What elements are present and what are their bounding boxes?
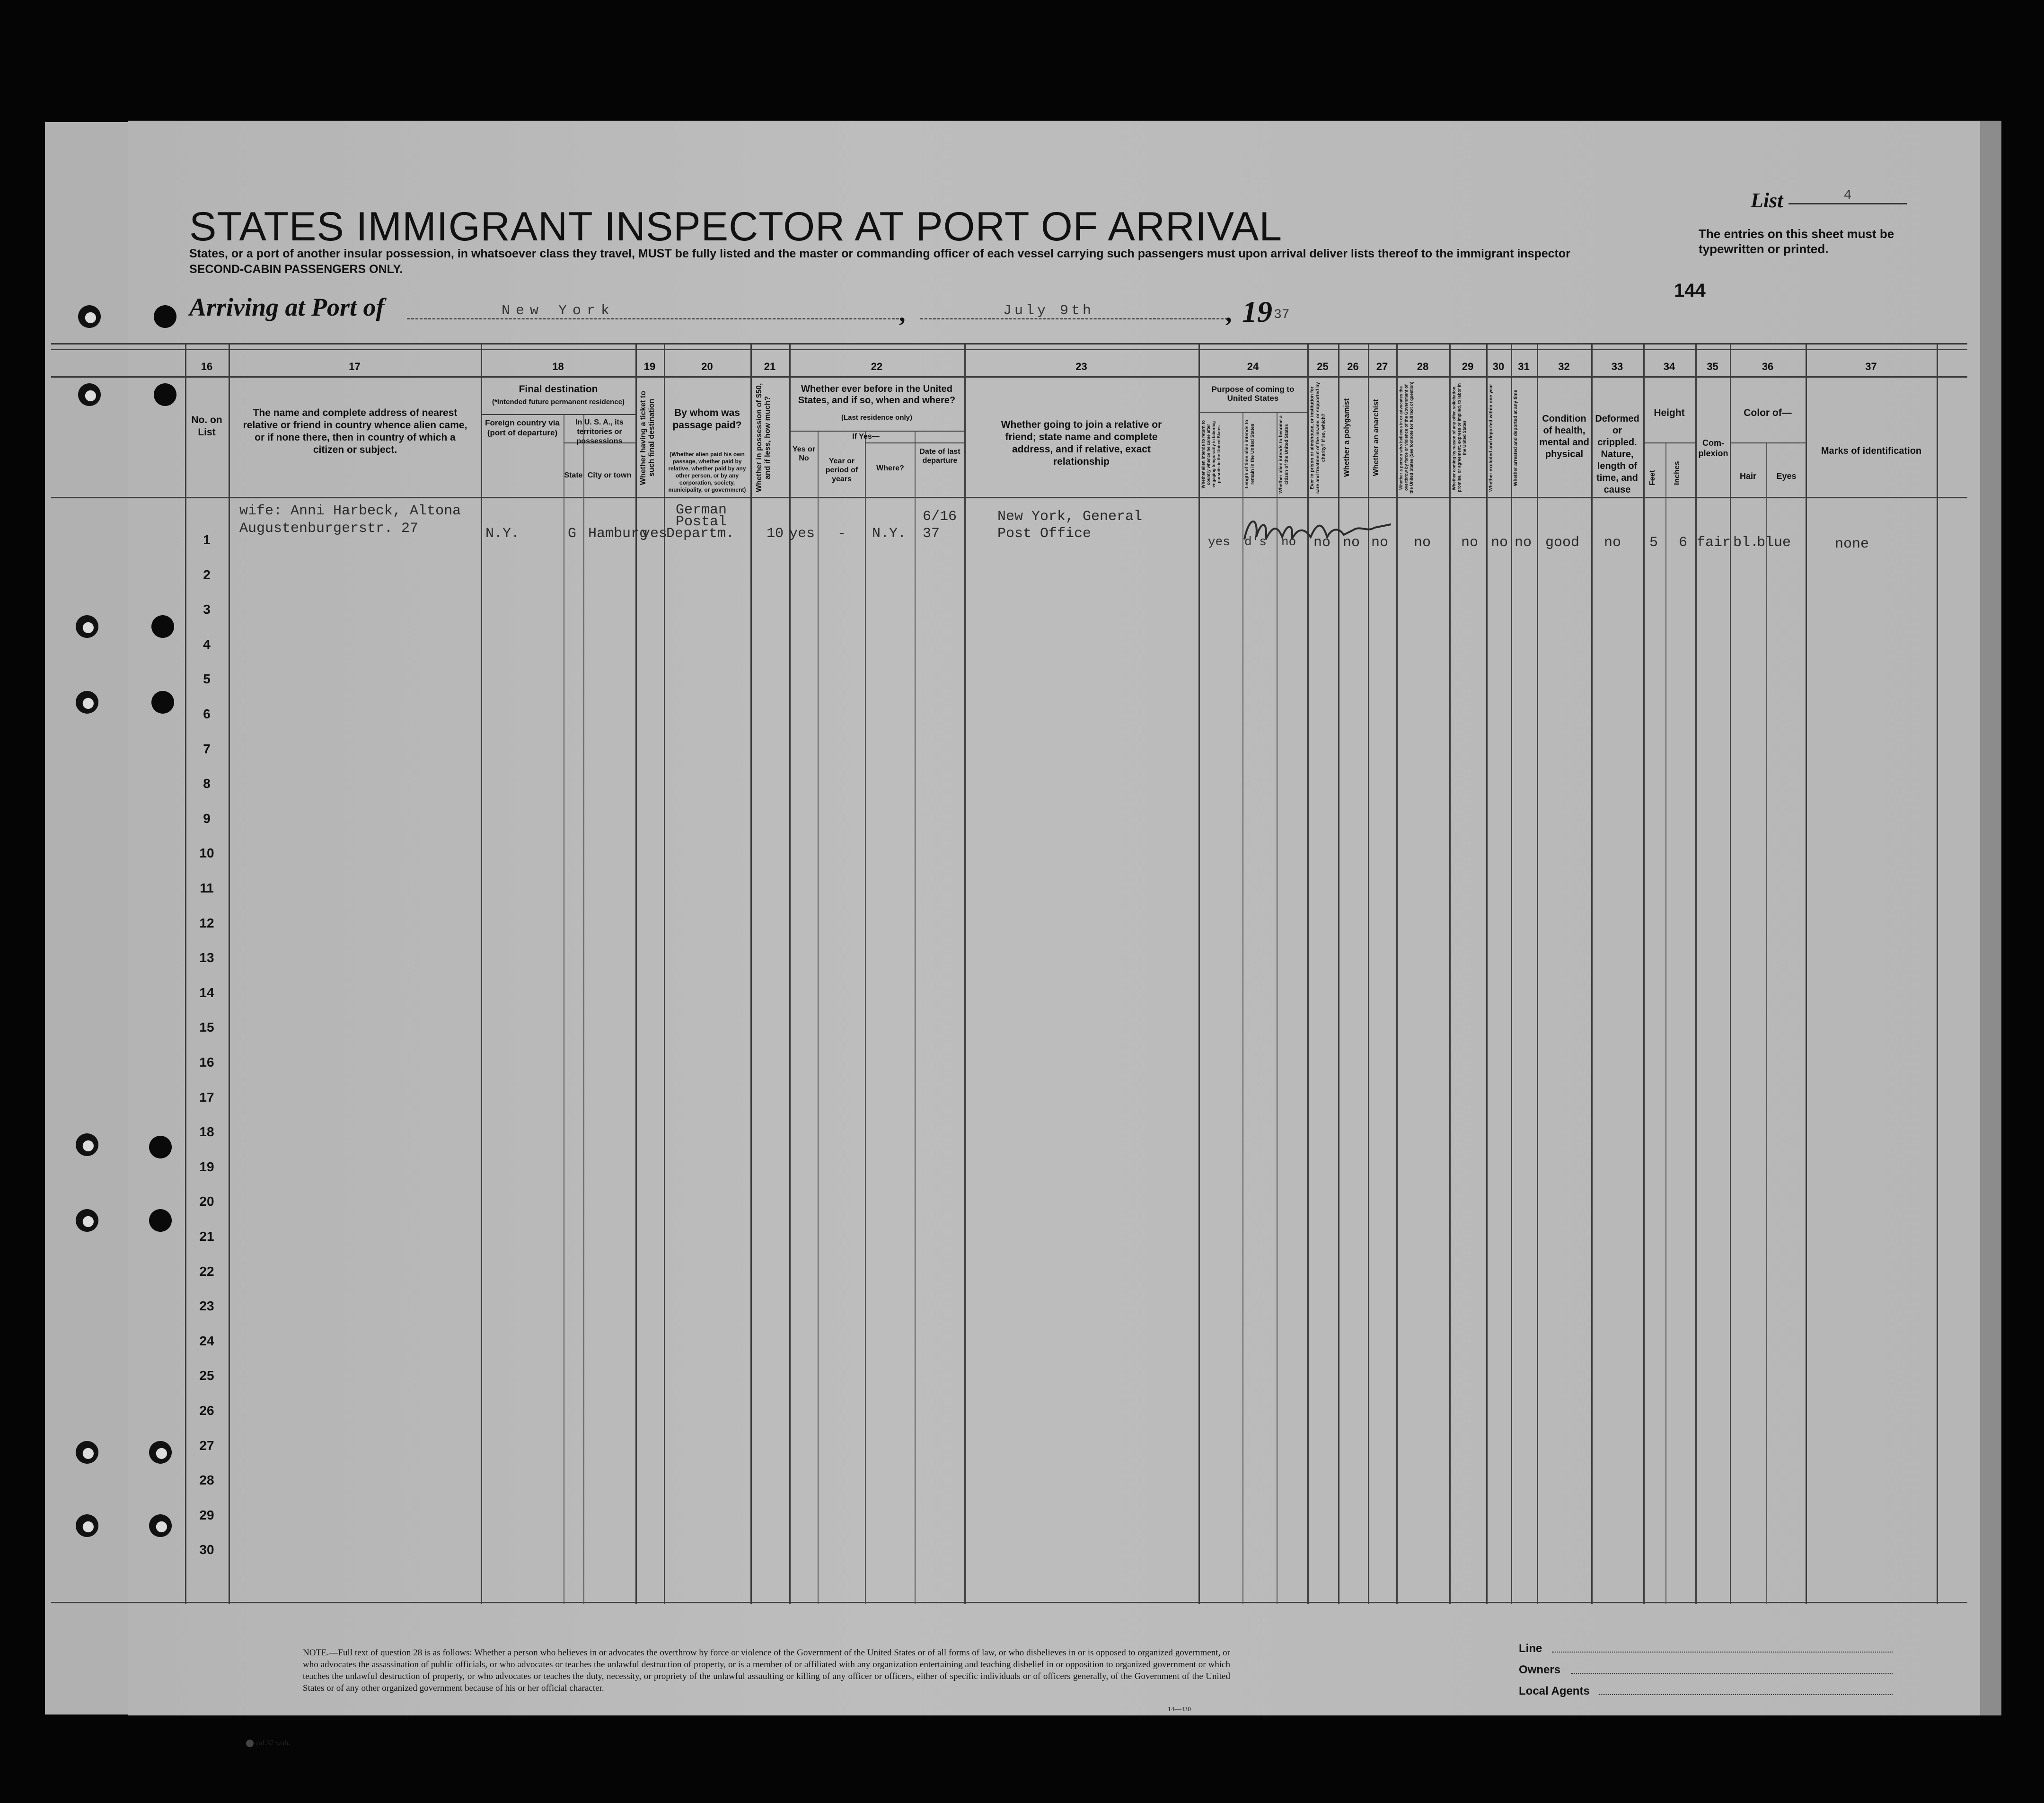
header-before-in-us: Whether ever before in the United States, and if so, when and where? [798,384,956,406]
entry-joining-line-1: New York, General [997,509,1143,525]
page-title: STATES IMMIGRANT INSPECTOR AT PORT OF ARRIVAL [189,204,1283,249]
subheader-rule [865,442,964,443]
row-number: 13 [199,950,214,965]
entry-city: Hamburg [588,526,648,542]
header-relative-address: The name and complete address of nearest relative or friend in country whence alien came, or if none there, then in country of which a citizen or subject. [243,407,467,455]
row-number: 15 [199,1020,214,1035]
entry-arrested: no [1515,535,1532,551]
entry-overthrow: no [1414,535,1431,551]
footer-line-label: Line [1519,1642,1542,1655]
comma: , [899,299,906,327]
column-rule [229,343,230,1604]
row-number: 7 [203,741,211,756]
column-number: 32 [1558,361,1570,372]
sheet-edge [1980,121,2001,1715]
column-rule [1695,343,1697,1604]
header-inches: Inches [1673,461,1681,486]
row-number: 11 [200,881,214,895]
header-money: Whether in possession of $50, and if less, how much? [755,383,772,493]
column-rule [1806,343,1807,1604]
row-number: 20 [199,1194,214,1209]
row-number: 30 [199,1542,214,1557]
manifest-table [51,343,1967,1604]
form-number: 14—430 [1168,1706,1191,1713]
entry-purpose-c: no [1281,535,1296,549]
header-in-usa: In U. S. A., its territories or possessions [575,418,624,445]
entry-ticket: yes [642,526,668,542]
left-page-edge [0,0,45,1803]
header-marks: Marks of identification [1821,446,1922,456]
entry-where: N.Y. [872,526,907,542]
footer-agents-rule [1599,1694,1893,1695]
header-city: City or town [587,471,632,479]
entry-purpose-b: d's [1244,535,1267,549]
header-joining: Whether going to join a relative or friend; state name and complete address, and if relative, exact relationship [1001,419,1162,467]
entry-foreign: N.Y. [485,526,520,542]
entry-purpose-a: yes [1208,535,1230,549]
row-number: 17 [199,1089,214,1105]
column-number: 26 [1347,361,1359,372]
header-final-destination: Final destination [519,384,598,395]
column-number: 22 [871,361,883,372]
entry-before: yes [789,526,815,542]
entry-paid-line-3: Departm. [666,526,735,542]
row-number: 22 [199,1264,214,1279]
header-yes-no: Yes or No [792,445,816,462]
entry-departure-line-1: 6/16 [923,509,957,525]
row-number: 25 [199,1368,214,1383]
row-number: 27 [199,1438,214,1453]
entry-anarchist: no [1371,535,1389,551]
column-rule [1730,343,1731,1604]
subheader-rule [1643,442,1695,443]
header-purpose: Purpose of coming to United States [1211,385,1295,403]
column-rule [481,343,482,1604]
column-rule [1537,343,1538,1604]
column-number: 24 [1247,361,1259,372]
entry-complexion: fair [1697,535,1731,551]
table-bottom-rule [51,1602,1967,1603]
row-number: 2 [203,567,211,582]
arriving-label: Arriving at Port of [189,293,385,321]
column-rule [1511,343,1512,1604]
subtitle-line-2: SECOND-CABIN PASSENGERS ONLY. [189,263,403,276]
row-number: 16 [199,1055,214,1069]
entry-health: good [1545,535,1580,551]
subcolumn-rule [583,414,584,1604]
header-color: Color of— [1744,407,1792,418]
subcolumn-rule [1242,412,1243,1604]
row-number: 5 [203,672,211,687]
subtitle-line-1: States, or a port of another insular possession, in whatsoever class they travel, MUST be fully listed and the master or commanding officer of each vessel carrying such passengers must upon arrival deliver lists thereof to the immigrant inspector [189,247,1570,260]
row-number: 10 [199,846,214,861]
row-number: 19 [199,1159,214,1174]
entry-polygamist: no [1343,535,1360,551]
row-number: 26 [199,1403,214,1418]
column-number: 37 [1865,361,1877,372]
header-passage-paid: By whom was passage paid? [672,407,742,431]
column-number: 34 [1663,361,1675,372]
relative-address-line-2: Augustenburgerstr. 27 [239,521,419,537]
entry-excluded: no [1491,535,1508,551]
header-if-yes: If Yes— [852,433,880,441]
entry-paid-line-2: Postal [676,514,727,530]
entry-hair: bl. [1733,535,1759,551]
row-number: 6 [203,707,211,721]
row-number: 14 [199,985,214,1000]
comma: , [1225,299,1232,327]
sheet-number: 144 [1674,280,1706,301]
table-top-rule [51,343,1967,345]
subcolumn-rule [818,431,819,1604]
header-prison: Ever in prison or almshouse, or institution for care and treatment of the insane, or supported by charity? If so, which? [1310,382,1326,494]
header-excluded: Whether excluded and deported within one year [1489,384,1494,492]
header-health: Condition of health, mental and physical [1539,414,1589,460]
header-foreign-country: Foreign country via (port of departure) [485,418,560,437]
column-rule [1937,343,1938,1604]
header-anarchist: Whether an anarchist [1372,399,1380,477]
column-rule [1643,343,1645,1604]
column-number: 30 [1492,361,1505,372]
row-number: 3 [203,602,211,617]
subcolumn-rule [865,431,866,1604]
column-number: 21 [764,361,776,372]
header-feet: Feet [1648,470,1656,486]
header-date-departure: Date of last departure [919,448,960,465]
entry-inches: 6 [1679,535,1688,551]
row-number: 29 [199,1507,214,1522]
subheader-rule [481,414,635,415]
column-rule [964,343,966,1604]
row-number: 1 [203,532,211,547]
entry-offer: no [1461,535,1479,551]
column-number: 17 [349,361,361,372]
column-number: 36 [1762,361,1774,372]
entry-deformed: no [1604,535,1621,551]
subheader-rule [1198,412,1307,413]
header-purpose-c: Whether alien intends to become a citizen of the United States [1278,415,1289,494]
column-number: 28 [1417,361,1429,372]
footnote: NOTE.—Full text of question 28 is as follows: Whether a person who believes in or advocates the overthrow by force or violence of the Government of the United States or of all forms of law, or who disbelieves in or is opposed to organized government, or who advocates the assassination of public officials, or who advocates or teaches the unlawful destruction of property, or is a member of or affiliated with any organization entertaining and teaching disbelief in or opposition to organized government or which teaches the unlawful destruction of property, or who advocates or teaches the duty, necessity, or propriety of the unlawful assaulting or killing of any officer or officers, either of specific individuals or of officers generally, of the Government of the United States or of any other organized government because of his or her official character. [303,1648,1230,1693]
column-number: 31 [1518,361,1530,372]
column-number: 19 [643,361,656,372]
row-number: 8 [203,776,211,791]
header-hair: Hair [1739,471,1756,481]
column-number: 16 [201,361,213,372]
header-overthrow: Whether a person who believes in or advocates the overthrow by force or violence of the Government of the United States (See footnote for full text of question) [1399,381,1414,494]
column-number: 18 [552,361,564,372]
header-final-destination-note: (*Intended future permanent residence) [492,398,625,406]
entries-note: The entries on this sheet must be typewritten or printed. [1699,227,1894,256]
header-no-on-list: No. on List [191,415,222,438]
column-rule [1591,343,1593,1604]
row-number: 24 [199,1333,214,1348]
row-number: 18 [199,1124,214,1140]
column-number: 23 [1075,361,1087,372]
subheader-rule [789,431,964,432]
entry-departure-line-2: 37 [923,526,940,542]
entry-joining-line-2: Post Office [997,526,1092,542]
date-value: July 9th [1003,303,1094,319]
header-state: State [564,471,583,479]
page-subtitle [189,246,1570,277]
entry-eyes: blue [1757,535,1791,551]
header-purpose-a: Whether alien intends to return to country whence he came after engaging temporarily in laboring pursuits in the United States [1201,420,1221,489]
entry-paid-line-1: German [676,502,727,518]
subcolumn-rule [1766,442,1767,1604]
footer-owners-rule [1571,1673,1893,1674]
subcolumn-rule [1665,442,1666,1604]
header-before-note: (Last residence only) [841,414,913,422]
subcolumn-rule [915,431,916,1604]
entry-marks: none [1835,536,1869,552]
column-rule [1486,343,1488,1604]
column-number: 25 [1317,361,1329,372]
list-number: 4 [1788,188,1907,204]
row-number: 28 [199,1473,214,1488]
stamp-text: cal 37 wab. [256,1739,291,1747]
header-offer: Whether coming by reason of any offer, solicitation, promise, or agreement, express or implied, to labor in the United States [1452,383,1467,493]
column-number: 35 [1707,361,1718,372]
header-passage-note: (Whether alien paid his own passage, whether paid by relative, whether paid by any other person, or by any corporation, society, municipality, or government) [668,451,746,493]
column-number: 33 [1611,361,1623,372]
column-number: 29 [1462,361,1474,372]
binder-hole-icon [154,305,176,328]
entry-prison: no [1313,535,1331,551]
subcolumn-rule [1277,412,1278,1604]
subheader-rule [1730,442,1806,443]
header-ticket: Whether having a ticket to such final destination [639,390,656,485]
row-number: 23 [199,1299,214,1314]
row-number: 12 [199,915,214,930]
header-polygamist: Whether a polygamist [1343,398,1351,477]
column-rule [1198,343,1200,1604]
header-purpose-b: Length of time alien intends to remain in the United States [1244,420,1255,489]
header-arrested: Whether arrested and deported at any time [1513,389,1518,486]
footer-line-rule [1552,1652,1893,1653]
header-complexion: Com- plexion [1698,438,1728,458]
row-number: 21 [199,1229,214,1244]
relative-address-line-1: wife: Anni Harbeck, Altona [239,503,461,519]
entry-state: G [568,526,577,542]
column-number: 27 [1376,361,1388,372]
entry-years: - [837,526,846,542]
footer-owners-label: Owners [1519,1663,1561,1676]
binder-hole-icon [78,305,101,328]
year-suffix: 37 [1274,308,1290,322]
port-rule [407,318,899,319]
entry-money: 10 [766,526,784,542]
column-rule [750,343,752,1604]
row-number: 9 [203,811,211,826]
column-number: 20 [701,361,713,372]
header-height: Height [1654,407,1685,418]
port-value: New York [502,303,616,319]
footer-agents-label: Local Agents [1519,1685,1590,1697]
column-rule [1449,343,1451,1604]
column-number-rule [51,376,1967,378]
header-eyes: Eyes [1776,471,1797,481]
header-deformed: Deformed or crippled. Nature, length of time, and cause [1595,414,1639,495]
list-label: List [1751,189,1783,212]
header-bottom-rule [51,497,1967,498]
header-year-period: Year or period of years [825,457,858,483]
header-where: Where? [876,464,904,472]
handwritten-annotation [1240,511,1401,554]
year-prefix: 19 [1242,295,1272,328]
table-top-rule-2 [51,349,1967,350]
entry-feet: 5 [1649,535,1658,551]
stamp-icon [246,1740,254,1747]
row-number: 4 [203,636,211,652]
